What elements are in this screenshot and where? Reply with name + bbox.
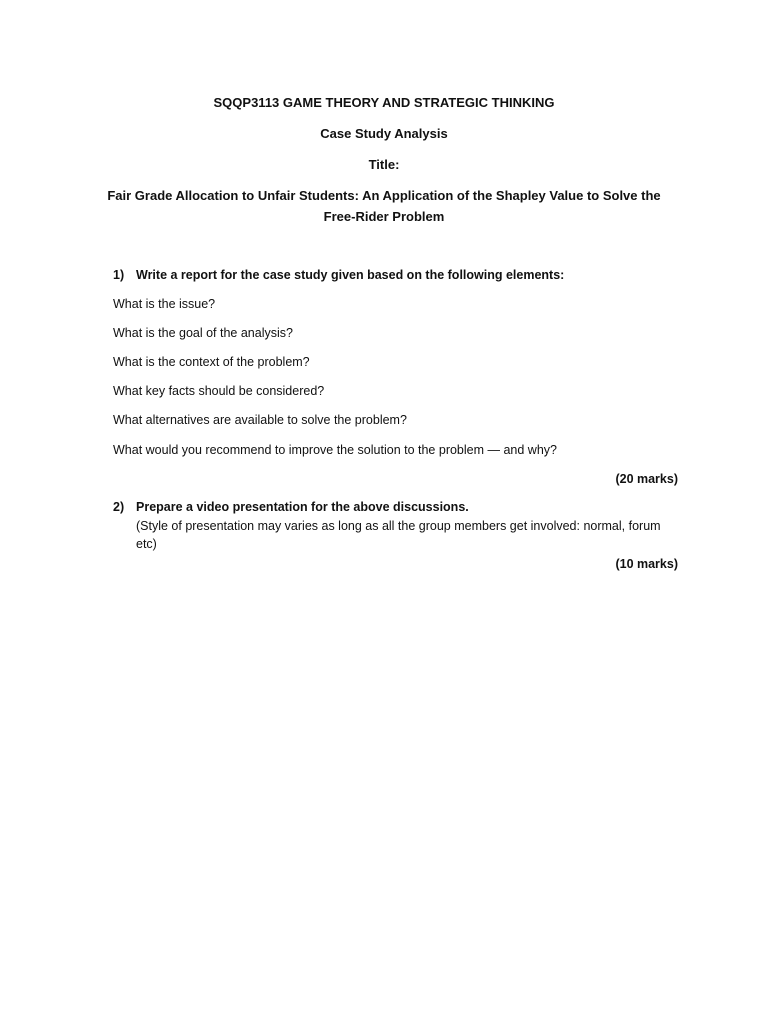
question-2-note: (Style of presentation may varies as long as all the group members get involved: normal, forum etc): [136, 519, 661, 551]
case-study-title-line-1: Fair Grade Allocation to Unfair Students: An Application of the Shapley Value to Solve the: [107, 188, 661, 203]
case-study-title: [100, 185, 668, 227]
question-1-heading: [113, 266, 564, 284]
question-2-number: 2): [113, 500, 125, 514]
question-1-text: Write a report for the case study given based on the following elements:: [136, 268, 565, 282]
question-2-marks: (10 marks): [615, 557, 678, 571]
element-item: What would you recommend to improve the solution to the problem — and why?: [113, 443, 557, 457]
element-item: What is the goal of the analysis?: [113, 326, 293, 340]
assignment-heading: Case Study Analysis: [320, 126, 448, 141]
element-item: What is the issue?: [113, 297, 216, 311]
question-1-marks: (20 marks): [615, 472, 678, 486]
question-2-heading: [113, 498, 469, 516]
element-item: What key facts should be considered?: [113, 384, 325, 398]
course-title: SQQP3113 GAME THEORY AND STRATEGIC THINKING: [213, 95, 555, 110]
element-item: What is the context of the problem?: [113, 355, 310, 369]
question-1-number: 1): [113, 268, 125, 282]
question-2-text: Prepare a video presentation for the above discussions.: [136, 500, 469, 514]
element-item: What alternatives are available to solve the problem?: [113, 413, 407, 427]
case-study-title-line-2: Free-Rider Problem: [323, 209, 445, 224]
title-label: Title:: [368, 157, 400, 172]
